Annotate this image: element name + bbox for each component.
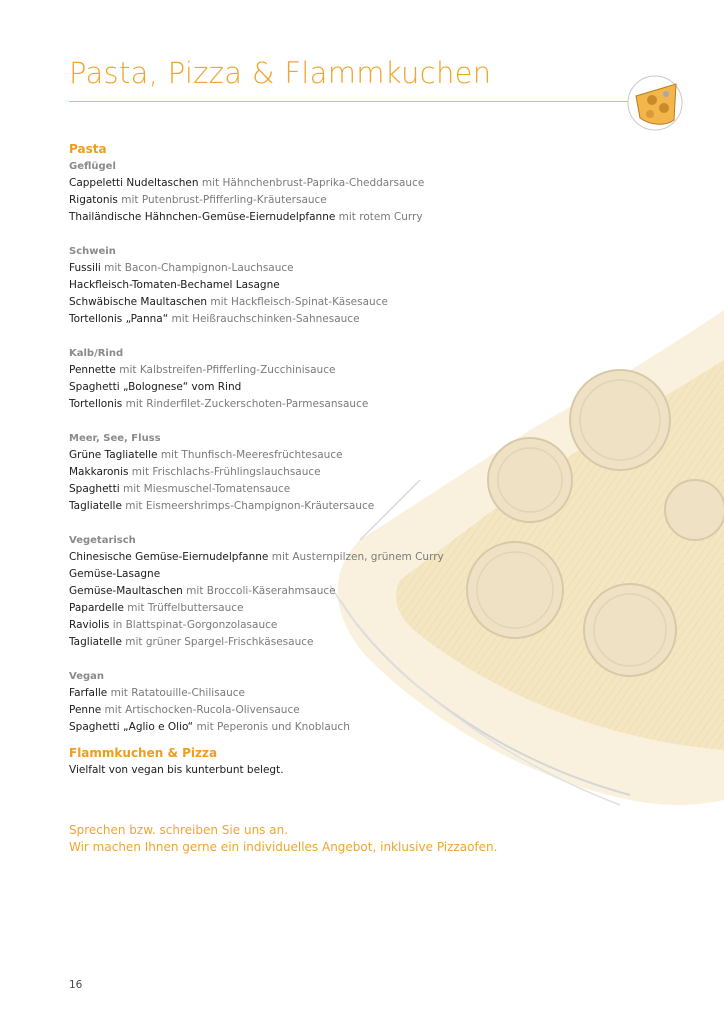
list-item	[69, 600, 669, 617]
list-item	[69, 379, 669, 396]
menu-content	[69, 141, 669, 779]
list-item	[69, 549, 669, 566]
list-item	[69, 617, 669, 634]
dish-description: mit Heißrauchschinken-Sahnesauce	[168, 313, 360, 325]
dish-name: Makkaronis	[69, 466, 129, 478]
dish-name: Raviolis	[69, 619, 110, 631]
flammkuchen-description: Vielfalt von vegan bis kunterbunt belegt.	[69, 764, 284, 776]
list-item	[69, 566, 669, 583]
list-item	[69, 396, 669, 413]
dish-name: Thailändische Hähnchen-Gemüse-Eiernudelpfanne	[69, 211, 336, 223]
dish-description: mit Miesmuschel-Tomatensauce	[119, 483, 291, 495]
dish-description: mit Artischocken-Rucola-Olivensauce	[101, 704, 300, 716]
dish-description: mit Hähnchenbrust-Paprika-Cheddarsauce	[198, 177, 425, 189]
dish-description: mit Eismeershrimps-Champignon-Kräutersauce	[121, 500, 375, 512]
dish-name: Pennette	[69, 364, 116, 376]
dish-description: mit Putenbrust-Pfifferling-Kräutersauce	[117, 194, 327, 206]
dish-name: Tortellonis	[69, 398, 123, 410]
group-title: Geflügel	[69, 161, 116, 172]
list-item	[69, 481, 669, 498]
dish-description: mit Broccoli-Käserahmsauce	[182, 585, 336, 597]
menu-group-pork	[69, 243, 669, 328]
group-title: Kalb/Rind	[69, 348, 124, 359]
title-divider	[69, 101, 629, 102]
pizza-slice-icon	[626, 74, 684, 132]
group-title: Vegan	[69, 671, 104, 682]
list-item	[69, 702, 669, 719]
menu-group-vegan	[69, 668, 669, 736]
dish-name: Schwäbische Maultaschen	[69, 296, 208, 308]
group-title: Meer, See, Fluss	[69, 433, 161, 444]
list-item	[69, 277, 669, 294]
list-item	[69, 447, 669, 464]
contact-callout	[69, 822, 497, 856]
list-item	[69, 311, 669, 328]
list-item	[69, 685, 669, 702]
dish-name: Spaghetti	[69, 483, 120, 495]
list-item	[69, 192, 669, 209]
section-title-flammkuchen: Flammkuchen & Pizza	[69, 746, 218, 760]
list-item	[69, 634, 669, 651]
list-item	[69, 583, 669, 600]
menu-group-vegetarian	[69, 532, 669, 651]
dish-name: Penne	[69, 704, 102, 716]
list-item	[69, 175, 669, 192]
dish-name: Grüne Tagliatelle	[69, 449, 158, 461]
list-item	[69, 209, 669, 226]
dish-description: mit Ratatouille-Chilisauce	[107, 687, 245, 699]
page-number: 16	[69, 979, 83, 991]
dish-name: Gemüse-Maultaschen	[69, 585, 183, 597]
dish-name: Papardelle	[69, 602, 124, 614]
dish-description: mit Bacon-Champignon-Lauchsauce	[100, 262, 294, 274]
dish-description: in Blattspinat-Gorgonzolasauce	[109, 619, 278, 631]
list-item	[69, 294, 669, 311]
dish-name: Spaghetti „Aglio e Olio“	[69, 721, 194, 733]
section-title-pasta: Pasta	[69, 142, 107, 156]
dish-name: Tortellonis „Panna“	[69, 313, 169, 325]
list-item	[69, 464, 669, 481]
dish-name: Rigatonis	[69, 194, 118, 206]
dish-description: mit Kalbstreifen-Pfifferling-Zucchinisauce	[115, 364, 336, 376]
dish-name: Cappeletti Nudeltaschen	[69, 177, 199, 189]
dish-name: Tagliatelle	[69, 500, 122, 512]
list-item	[69, 260, 669, 277]
page-title: Pasta, Pizza & Flammkuchen	[69, 56, 492, 90]
menu-group-poultry	[69, 158, 669, 226]
dish-description: mit Thunfisch-Meeresfrüchtesauce	[157, 449, 343, 461]
dish-name: Hackfleisch-Tomaten-Bechamel Lasagne	[69, 279, 280, 291]
list-item	[69, 362, 669, 379]
contact-line-1: Sprechen bzw. schreiben Sie uns an.	[69, 823, 289, 837]
dish-description: mit Rinderfilet-Zuckerschoten-Parmesansauce	[122, 398, 369, 410]
dish-name: Chinesische Gemüse-Eiernudelpfanne	[69, 551, 269, 563]
dish-name: Farfalle	[69, 687, 108, 699]
dish-description: mit grüner Spargel-Frischkäsesauce	[121, 636, 314, 648]
group-title: Vegetarisch	[69, 535, 136, 546]
dish-description: mit rotem Curry	[335, 211, 423, 223]
dish-description: mit Frischlachs-Frühlingslauchsauce	[128, 466, 321, 478]
group-title: Schwein	[69, 246, 116, 257]
list-item	[69, 498, 669, 515]
list-item	[69, 719, 669, 736]
dish-description: mit Peperonis und Knoblauch	[193, 721, 350, 733]
dish-description: mit Hackfleisch-Spinat-Käsesauce	[207, 296, 388, 308]
dish-description: mit Austernpilzen, grünem Curry	[268, 551, 444, 563]
menu-group-veal-beef	[69, 345, 669, 413]
dish-name: Tagliatelle	[69, 636, 122, 648]
dish-name: Spaghetti „Bolognese“ vom Rind	[69, 381, 242, 393]
dish-description: mit Trüffelbuttersauce	[123, 602, 244, 614]
contact-line-2: Wir machen Ihnen gerne ein individuelles Angebot, inklusive Pizzaofen.	[69, 840, 498, 854]
dish-name: Gemüse-Lasagne	[69, 568, 161, 580]
menu-group-seafood	[69, 430, 669, 515]
dish-name: Fussili	[69, 262, 101, 274]
